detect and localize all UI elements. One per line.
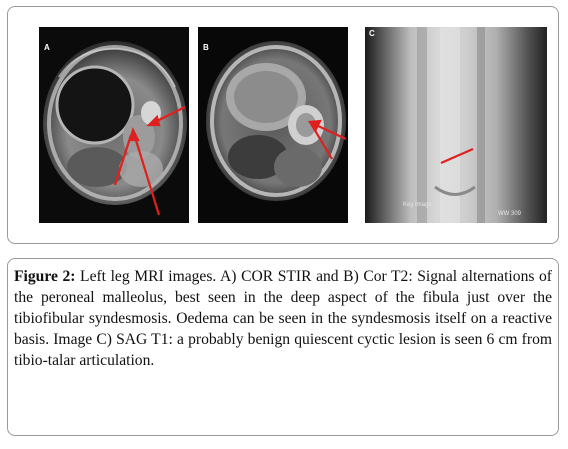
panel-label-b: B [203,43,209,52]
mri-image-b [198,27,348,223]
mri-panel-a [39,27,189,223]
panel-label-c: C [369,29,375,38]
mri-image-a [39,27,189,223]
mri-image-c [365,27,547,223]
panel-label-a: A [44,43,50,52]
key-image-overlay: Key Image [403,202,432,208]
mri-panel-b [198,27,348,223]
caption-paragraph [14,259,552,371]
figure-frame [7,6,559,244]
mri-panel-c [365,27,547,223]
caption-body: Left leg MRI images. A) COR STIR and B) Cor T2: Signal alternations of the peroneal malleolus, best seen in the deep aspect of the fibula just over the tibiofibular syndesmosis. Oedema can be seen in the syndesmosis itself on a reactive basis. Image C) SAG T1: a probably benign quiescent cyctic lesion is seen 6 cm from tibio-talar articulation. [14,268,552,369]
figure-caption [7,258,559,436]
caption-label: Figure 2: [14,268,76,285]
window-width-overlay: WW 309 [498,211,522,217]
